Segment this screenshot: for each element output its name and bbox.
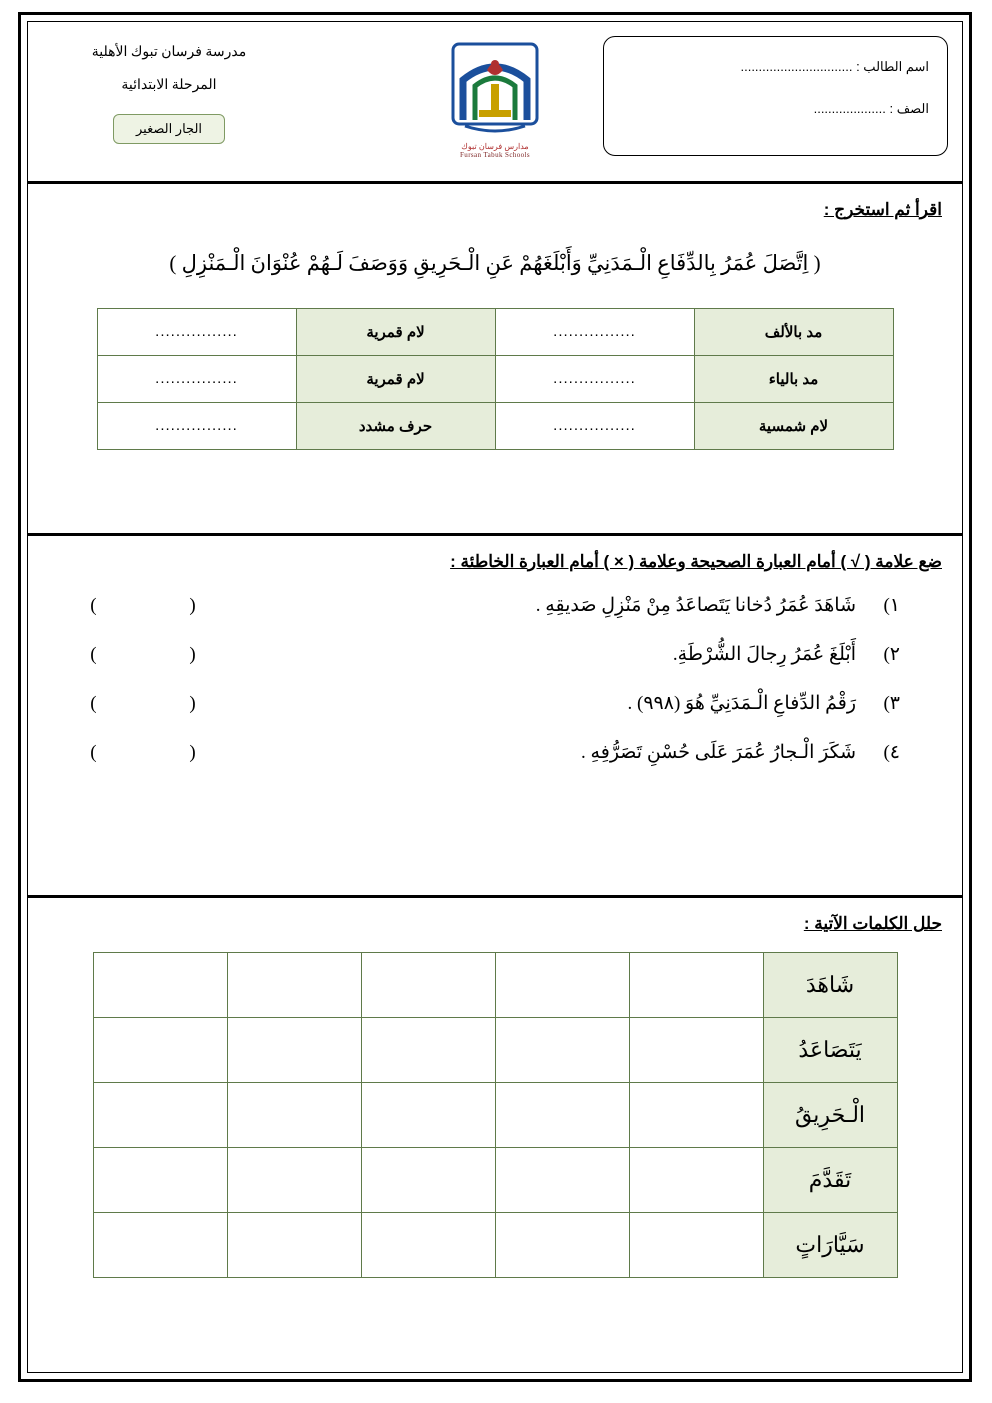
word-analysis-table <box>93 952 898 1278</box>
analysis-cell[interactable] <box>629 1213 763 1278</box>
student-class-input-line[interactable]: .................... <box>813 101 886 116</box>
tf-answer-box-2[interactable]: ( ) <box>90 643 240 665</box>
analysis-cell[interactable] <box>93 1213 227 1278</box>
tf-number-4: ٤) <box>883 742 900 763</box>
section1-title: اقرأ ثم استخرج : <box>823 200 942 219</box>
list-item <box>90 741 900 764</box>
tf-number-2: ٢) <box>883 644 900 665</box>
logo-arabic-text: مدارس فرسان تبوك <box>461 142 529 151</box>
analysis-cell[interactable] <box>495 1083 629 1148</box>
section-read-and-extract <box>28 184 962 536</box>
table-row <box>93 1018 897 1083</box>
extract-label-lam-qamariyya-1: لام قمرية <box>296 308 495 355</box>
school-logo-icon <box>435 40 555 136</box>
analysis-cell[interactable] <box>629 1148 763 1213</box>
worksheet-inner-border <box>27 21 963 1373</box>
tf-statement-4: شَكَرَ الْـجارُ عُمَرَ عَلَى حُسْنِ تَصَرُّفِهِ . <box>581 742 856 763</box>
analysis-cell[interactable] <box>93 1018 227 1083</box>
lesson-title-badge: الجار الصغير <box>113 114 225 144</box>
extract-label-lam-shamsiyya: لام شمسية <box>694 402 893 449</box>
student-class-row <box>622 101 929 117</box>
extract-label-madd-alif: مد بالألف <box>694 308 893 355</box>
section2-title: ضع علامة ( √ ) أمام العبارة الصحيحة وعلامة ( × ) أمام العبارة الخاطئة : <box>450 552 942 571</box>
extract-answer-harf-mushaddad[interactable]: ................ <box>97 402 296 449</box>
analysis-word-5: سَيَّارَاتٍ <box>763 1213 897 1278</box>
school-info <box>44 44 294 144</box>
extract-table <box>97 308 894 450</box>
section1-sentence: ( اِتَّصَلَ عُمَرُ بِالدِّفَاعِ الْـمَدَنِيِّ وَأَبْلَغَهُمْ عَنِ الْـحَرِيقِ وَوَصَفَ لَـهُمْ عُنْوَانَ الْـمَنْزِلِ ) <box>169 251 821 275</box>
analysis-cell[interactable] <box>629 1083 763 1148</box>
analysis-cell[interactable] <box>495 953 629 1018</box>
school-name: مدرسة فرسان تبوك الأهلية <box>91 45 247 60</box>
tf-statement-1: شَاهَدَ عُمَرُ دُخانا يَتَصاعَدُ مِنْ مَنْزِلِ صَديقِهِ . <box>535 595 856 616</box>
analysis-word-3: الْـحَرِيقُ <box>763 1083 897 1148</box>
table-row <box>93 1083 897 1148</box>
tf-answer-box-1[interactable]: ( ) <box>90 594 240 616</box>
analysis-cell[interactable] <box>93 953 227 1018</box>
analysis-cell[interactable] <box>227 1083 361 1148</box>
analysis-cell[interactable] <box>629 1018 763 1083</box>
analysis-cell[interactable] <box>227 1018 361 1083</box>
section-analyze-words <box>28 898 962 1304</box>
analysis-cell[interactable] <box>361 1083 495 1148</box>
analysis-cell[interactable] <box>93 1083 227 1148</box>
student-name-input-line[interactable]: ............................... <box>740 59 853 74</box>
extract-answer-madd-yaa[interactable]: ................ <box>495 355 694 402</box>
list-item <box>90 643 900 666</box>
list-item <box>90 692 900 715</box>
analysis-word-4: تَقَدَّمَ <box>763 1148 897 1213</box>
analysis-word-1: شَاهَدَ <box>763 953 897 1018</box>
tf-answer-box-4[interactable]: ( ) <box>90 741 240 763</box>
true-false-list <box>90 594 900 764</box>
extract-label-harf-mushaddad: حرف مشدد <box>296 402 495 449</box>
student-name-row <box>622 59 929 75</box>
table-row <box>97 402 893 449</box>
analysis-cell[interactable] <box>361 1148 495 1213</box>
analysis-cell[interactable] <box>495 1148 629 1213</box>
school-stage: المرحلة الابتدائية <box>121 78 217 93</box>
section-true-false <box>28 536 962 898</box>
analysis-cell[interactable] <box>227 1213 361 1278</box>
analysis-cell[interactable] <box>227 1148 361 1213</box>
table-row <box>93 953 897 1018</box>
extract-label-madd-yaa: مد بالياء <box>694 355 893 402</box>
analysis-cell[interactable] <box>629 953 763 1018</box>
list-item <box>90 594 900 617</box>
table-row <box>97 355 893 402</box>
tf-number-3: ٣) <box>883 693 900 714</box>
student-name-label: اسم الطالب : <box>856 59 929 74</box>
section3-title: حلل الكلمات الآتية : <box>803 914 942 933</box>
table-row <box>93 1148 897 1213</box>
table-row <box>93 1213 897 1278</box>
worksheet-header <box>28 22 962 184</box>
student-class-label: الصف : <box>889 101 929 116</box>
tf-answer-box-3[interactable]: ( ) <box>90 692 240 714</box>
table-row <box>97 308 893 355</box>
extract-answer-lam-qamariyya-2[interactable]: ................ <box>97 355 296 402</box>
tf-number-1: ١) <box>883 595 900 616</box>
school-logo <box>430 40 560 159</box>
analysis-cell[interactable] <box>361 953 495 1018</box>
extract-answer-lam-qamariyya-1[interactable]: ................ <box>97 308 296 355</box>
analysis-cell[interactable] <box>495 1018 629 1083</box>
analysis-cell[interactable] <box>361 1213 495 1278</box>
analysis-word-2: يَتَصَاعَدُ <box>763 1018 897 1083</box>
extract-answer-lam-shamsiyya[interactable]: ................ <box>495 402 694 449</box>
student-info-box <box>603 36 948 156</box>
analysis-cell[interactable] <box>495 1213 629 1278</box>
extract-answer-madd-alif[interactable]: ................ <box>495 308 694 355</box>
tf-statement-2: أَبْلَغَ عُمَرُ رِجالَ الشُّرْطَةِ. <box>672 644 856 665</box>
analysis-cell[interactable] <box>227 953 361 1018</box>
analysis-cell[interactable] <box>361 1018 495 1083</box>
tf-statement-3: رَقْمُ الدِّفاعِ الْـمَدَنِيِّ هُوَ (٩٩٨) . <box>627 693 856 714</box>
worksheet-page <box>18 12 972 1382</box>
analysis-cell[interactable] <box>93 1148 227 1213</box>
logo-english-text: Fursan Tabuk Schools <box>460 151 530 159</box>
extract-label-lam-qamariyya-2: لام قمرية <box>296 355 495 402</box>
